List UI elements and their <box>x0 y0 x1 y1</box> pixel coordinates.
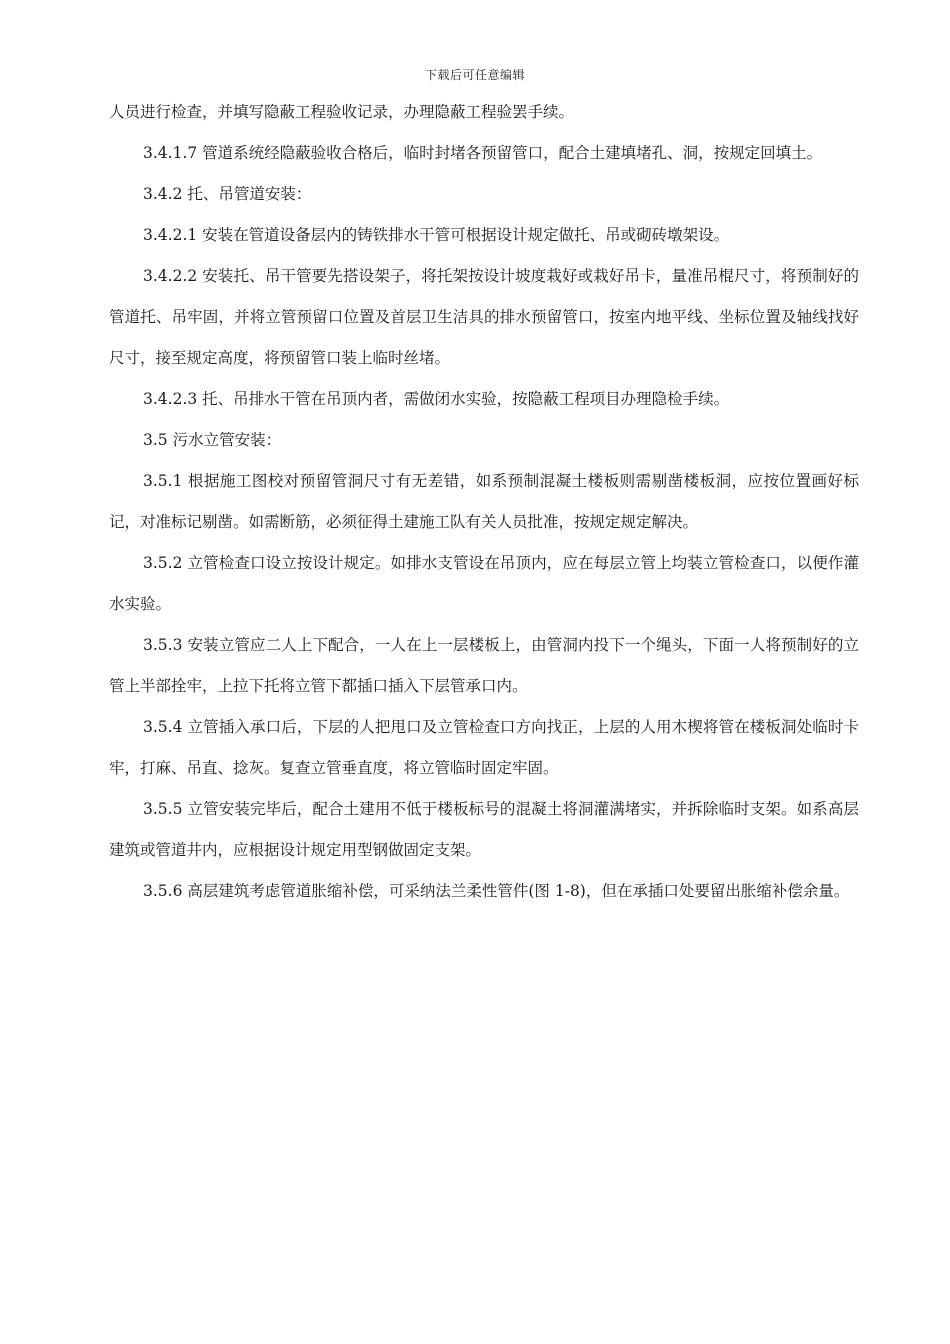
paragraph-3-4-2-1: 3.4.2.1 安装在管道设备层内的铸铁排水干管可根据设计规定做托、吊或砌砖墩架设。 <box>143 226 730 244</box>
paragraph-3-5-5: 3.5.5 立管安装完毕后，配合土建用不低于楼板标号的混凝土将洞灌满堵实，并拆除临时支架。如系高层建筑或管道井内，应根据设计规定用型钢做固定支架。 <box>109 800 859 859</box>
document-body <box>109 92 859 912</box>
paragraph-3-4-2-2: 3.4.2.2 安装托、吊干管要先搭设架子，将托架按设计坡度栽好或栽好吊卡，量准吊棍尺寸，将预制好的管道托、吊牢固，并将立管预留口位置及首层卫生洁具的排水预留管口，按室内地平线、坐标位置及轴线找好尺寸，接至规定高度，将预留管口装上临时丝堵。 <box>109 267 859 367</box>
paragraph-3-5-3: 3.5.3 安装立管应二人上下配合，一人在上一层楼板上，由管洞内投下一个绳头，下面一人将预制好的立管上半部拴牢，上拉下托将立管下都插口插入下层管承口内。 <box>109 636 859 695</box>
paragraph-3-5-2: 3.5.2 立管检查口设立按设计规定。如排水支管设在吊顶内，应在每层立管上均装立管检查口，以便作灌水实验。 <box>109 554 859 613</box>
paragraph-3-5-1: 3.5.1 根据施工图校对预留管洞尺寸有无差错，如系预制混凝土楼板则需剔凿楼板洞，应按位置画好标记，对准标记剔凿。如需断筋，必须征得土建施工队有关人员批准，按规定规定解决。 <box>109 472 859 531</box>
paragraph-3-5-4: 3.5.4 立管插入承口后，下层的人把甩口及立管检查口方向找正，上层的人用木楔将管在楼板洞处临时卡牢，打麻、吊直、捻灰。复查立管垂直度，将立管临时固定牢固。 <box>109 718 859 777</box>
section-heading-3-5: 3.5 污水立管安装： <box>143 431 282 449</box>
section-heading-3-4-2: 3.4.2 托、吊管道安装： <box>143 185 312 203</box>
paragraph-3-5-6: 3.5.6 高层建筑考虑管道胀缩补偿，可采纳法兰柔性管件(图 1-8)，但在承插口处要留出胀缩补偿余量。 <box>143 882 850 900</box>
paragraph-continuation: 人员进行检查，并填写隐蔽工程验收记录，办理隐蔽工程验罢手续。 <box>109 103 575 121</box>
paragraph-3-4-2-3: 3.4.2.3 托、吊排水干管在吊顶内者，需做闭水实验，按隐蔽工程项目办理隐检手续。 <box>143 390 730 408</box>
header-note: 下载后可任意编辑 <box>424 68 525 82</box>
paragraph-3-4-1-7: 3.4.1.7 管道系统经隐蔽验收合格后，临时封堵各预留管口，配合土建填堵孔、洞，按规定回填土。 <box>143 144 823 162</box>
